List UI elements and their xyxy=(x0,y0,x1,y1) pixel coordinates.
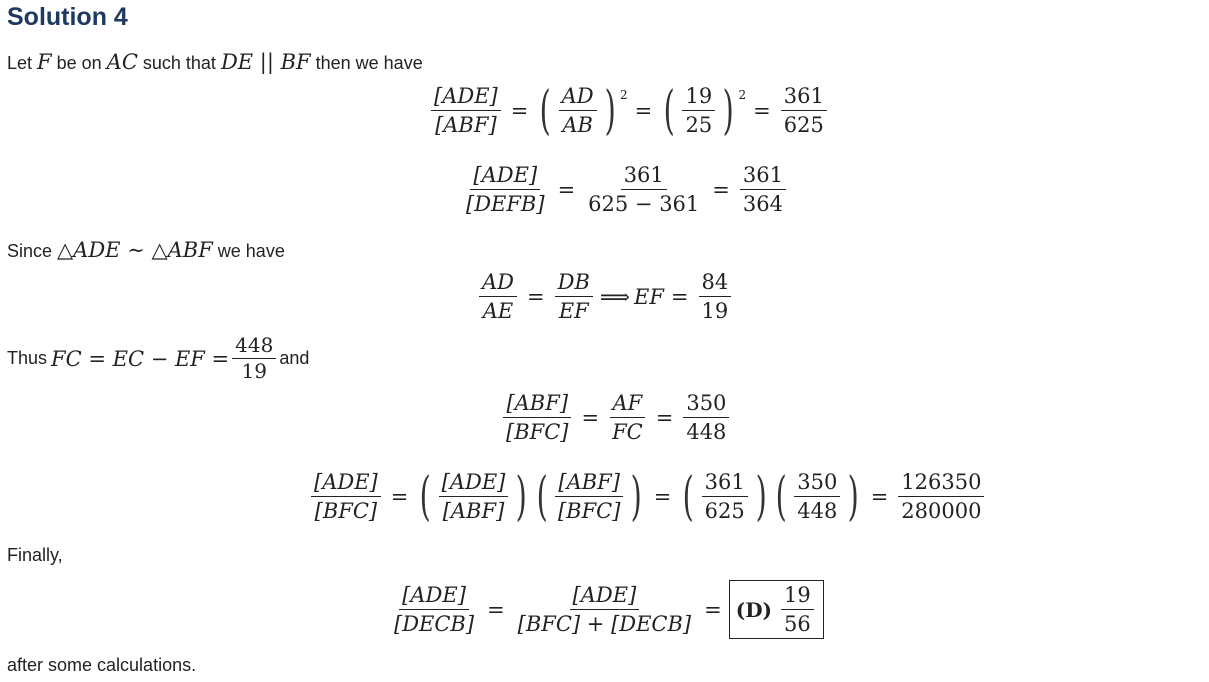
fraction-448-19 xyxy=(232,334,276,383)
denominator: [BFC] xyxy=(506,420,569,445)
numerator: 448 xyxy=(232,334,276,359)
numerator: [ADE] xyxy=(570,583,640,610)
math-F: F xyxy=(37,50,52,74)
fraction-19-25 xyxy=(682,84,715,137)
fraction-19-56 xyxy=(781,583,814,636)
left-paren: ( xyxy=(663,80,675,141)
numerator: AF xyxy=(610,391,646,418)
math-AC: AC xyxy=(106,50,138,74)
numerator: 84 xyxy=(699,270,732,297)
fraction-abf-bfc xyxy=(555,470,623,523)
left-paren: ( xyxy=(539,80,552,141)
equals-sign: = xyxy=(653,484,672,509)
right-paren: ) xyxy=(604,80,616,141)
numerator: 350 xyxy=(683,391,729,418)
denominator: [ABF] xyxy=(442,499,505,524)
numerator: 126350 xyxy=(898,470,984,497)
finally-paragraph xyxy=(7,545,63,566)
equation-area-ratio xyxy=(428,80,830,141)
intro-text-pre: Let xyxy=(7,53,38,73)
denominator: 448 xyxy=(686,420,727,445)
math-fc-expression: FC = EC − EF = xyxy=(51,346,230,371)
numerator: [ADE] xyxy=(399,583,469,610)
denominator: 25 xyxy=(685,113,713,138)
answer-box xyxy=(729,580,824,639)
equals-sign: = xyxy=(753,98,771,123)
numerator: [ABF] xyxy=(555,470,623,497)
numerator: [ADE] xyxy=(311,470,381,497)
left-paren: ( xyxy=(419,466,432,527)
denominator: 19 xyxy=(701,299,729,324)
denominator: AE xyxy=(482,299,514,324)
denominator: 280000 xyxy=(901,499,982,524)
denominator: [BFC] + [DECB] xyxy=(517,612,692,637)
intro-text-post: then we have xyxy=(310,53,423,73)
equals-sign: = xyxy=(655,405,674,430)
denominator: [BFC] xyxy=(557,499,621,524)
numerator: 361 xyxy=(702,470,748,497)
fraction-ade-sum xyxy=(515,583,694,636)
fraction-ad-ae xyxy=(479,270,517,323)
fraction-350-448 xyxy=(683,391,729,444)
equals-sign: = xyxy=(704,597,722,622)
numerator: 361 xyxy=(621,163,667,190)
similarity-text-pre: Since xyxy=(7,241,58,261)
equals-sign: = xyxy=(670,284,689,309)
denominator: 19 xyxy=(241,359,267,383)
fraction-ad-ab xyxy=(559,84,597,137)
numerator: [ADE] xyxy=(439,470,509,497)
exponent: 2 xyxy=(738,88,747,102)
right-paren: ) xyxy=(755,466,767,527)
math-parallel: DE || BF xyxy=(220,50,311,74)
fraction-af-fc xyxy=(609,391,646,444)
fraction-ade-defb xyxy=(463,163,548,216)
equals-sign: = xyxy=(634,98,653,123)
denominator: [DEFB] xyxy=(466,192,545,217)
fraction-abf-bfc xyxy=(503,391,571,444)
equation-ade-defb xyxy=(460,163,789,216)
denominator: [ABF] xyxy=(435,113,497,138)
similarity-text-post: we have xyxy=(212,241,285,261)
equals-sign: = xyxy=(557,177,576,202)
fraction-ade-abf xyxy=(431,84,501,137)
numerator: 19 xyxy=(682,84,715,111)
denominator: 625 − 361 xyxy=(588,192,700,217)
fraction-ade-bfc xyxy=(311,470,381,523)
denominator: AB xyxy=(562,113,593,138)
fraction-350-448 xyxy=(794,470,840,523)
implies-arrow: ⟹ xyxy=(599,284,631,309)
answer-label: (D) xyxy=(735,597,773,622)
intro-paragraph xyxy=(7,50,423,74)
numerator: [ADE] xyxy=(431,84,501,111)
equals-sign: = xyxy=(527,284,545,309)
numerator: 361 xyxy=(781,84,827,111)
intro-text-mid2: such that xyxy=(137,53,221,73)
fc-text-pre: Thus xyxy=(7,348,48,368)
equals-sign: = xyxy=(581,405,600,430)
numerator: 19 xyxy=(781,583,814,610)
numerator: [ABF] xyxy=(503,391,571,418)
numerator: [ADE] xyxy=(470,163,540,190)
right-paren: ) xyxy=(847,466,860,527)
fraction-361-diff xyxy=(585,163,702,216)
denominator: [BFC] xyxy=(314,499,378,524)
numerator: AD xyxy=(559,84,597,111)
math-EF: EF xyxy=(634,284,664,309)
equation-abf-bfc xyxy=(500,391,732,444)
denominator: 448 xyxy=(797,499,838,524)
right-paren: ) xyxy=(630,466,643,527)
denominator: FC xyxy=(612,420,643,445)
fraction-ade-decb xyxy=(391,583,477,636)
exponent: 2 xyxy=(619,88,628,102)
numerator: DB xyxy=(555,270,593,297)
equals-sign: = xyxy=(870,484,889,509)
denominator: 56 xyxy=(784,612,811,637)
fraction-361-364 xyxy=(740,163,786,216)
right-paren: ) xyxy=(515,466,528,527)
fraction-db-ef xyxy=(555,270,593,323)
equation-final-answer xyxy=(388,580,824,639)
equation-ef xyxy=(476,270,734,323)
denominator: EF xyxy=(558,299,589,324)
closing-text: after some calculations. xyxy=(7,655,197,675)
fraction-361-625 xyxy=(781,84,827,137)
left-paren: ( xyxy=(775,466,787,527)
right-paren: ) xyxy=(722,80,734,141)
equation-product xyxy=(308,466,987,527)
denominator: 625 xyxy=(783,113,824,138)
numerator: AD xyxy=(479,270,517,297)
closing-paragraph xyxy=(7,655,196,676)
fc-paragraph xyxy=(7,334,309,383)
denominator: 364 xyxy=(742,192,783,217)
finally-text: Finally, xyxy=(7,545,63,565)
denominator: 625 xyxy=(704,499,745,524)
equals-sign: = xyxy=(712,177,730,202)
intro-text-mid1: be on xyxy=(51,53,107,73)
numerator: 361 xyxy=(740,163,786,190)
left-paren: ( xyxy=(536,466,548,527)
equals-sign: = xyxy=(390,484,409,509)
left-paren: ( xyxy=(682,466,695,527)
similarity-paragraph xyxy=(7,238,285,262)
solution-title: Solution 4 xyxy=(7,3,128,31)
math-similar-triangles: △ADE ∼ △ABF xyxy=(57,238,213,262)
fraction-361-625 xyxy=(702,470,748,523)
fc-text-post: and xyxy=(279,348,310,368)
equals-sign: = xyxy=(510,98,529,123)
numerator: 350 xyxy=(794,470,840,497)
denominator: [DECB] xyxy=(394,612,475,637)
equals-sign: = xyxy=(487,597,505,622)
fraction-84-19 xyxy=(699,270,732,323)
fraction-126350-280000 xyxy=(898,470,984,523)
fraction-ade-abf xyxy=(439,470,509,523)
